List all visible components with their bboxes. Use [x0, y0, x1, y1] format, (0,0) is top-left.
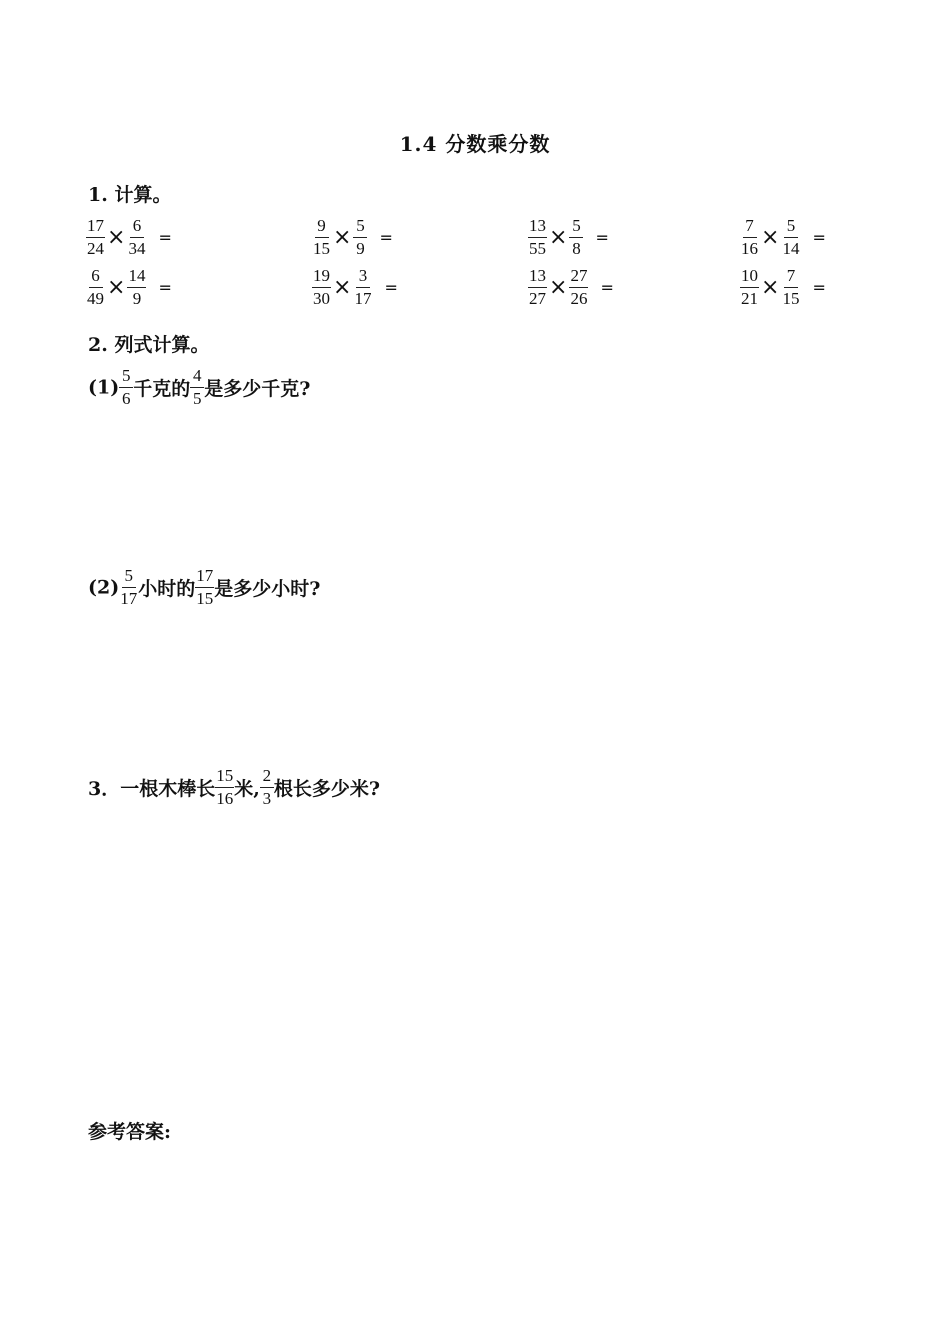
- numerator: 5: [569, 216, 583, 238]
- numerator: 5: [353, 216, 367, 238]
- fraction: [86, 216, 105, 259]
- numerator: 9: [315, 216, 329, 238]
- numerator: 7: [743, 216, 757, 238]
- calc-expression: [528, 266, 614, 309]
- numerator: 3: [356, 266, 370, 288]
- fraction: [569, 266, 588, 309]
- fraction: [312, 266, 331, 309]
- denominator: 16: [216, 789, 234, 808]
- denominator: 8: [572, 239, 581, 258]
- denominator: 15: [313, 239, 330, 258]
- question-text: 是多少千克?: [204, 378, 311, 400]
- times-sign: ×: [549, 275, 568, 300]
- denominator: 17: [120, 589, 138, 608]
- equals-sign: =: [158, 228, 172, 247]
- calc-expression: [86, 216, 172, 259]
- question-text: 是多少小时?: [214, 578, 321, 600]
- denominator: 24: [87, 239, 104, 258]
- equals-sign: =: [812, 278, 826, 297]
- denominator: 14: [782, 239, 800, 258]
- times-sign: ×: [761, 275, 780, 300]
- fraction: [260, 766, 274, 809]
- question-text: 3．一根木棒长: [88, 778, 216, 800]
- equals-sign: =: [158, 278, 172, 297]
- fraction: [119, 366, 133, 409]
- times-sign: ×: [333, 275, 352, 300]
- answers-heading: 参考答案:: [88, 1121, 172, 1143]
- numerator: 13: [528, 266, 547, 288]
- denominator: 15: [782, 289, 800, 308]
- numerator: 15: [215, 766, 234, 788]
- numerator: 14: [127, 266, 146, 288]
- times-sign: ×: [761, 225, 780, 250]
- fraction: [569, 216, 583, 259]
- times-sign: ×: [549, 225, 568, 250]
- denominator: 9: [132, 289, 142, 308]
- calc-expression: [740, 216, 826, 259]
- fraction: [127, 266, 146, 309]
- denominator: 26: [570, 289, 588, 308]
- page-title: 1.4 分数乘分数: [399, 132, 551, 156]
- numerator: 6: [89, 266, 103, 288]
- fraction: [119, 566, 138, 609]
- calc-expression: [528, 216, 609, 259]
- fraction: [86, 266, 105, 309]
- calc-expression: [312, 266, 398, 309]
- numerator: 19: [312, 266, 331, 288]
- denominator: 49: [87, 289, 104, 308]
- numerator: 5: [122, 566, 136, 588]
- numerator: 4: [190, 366, 204, 388]
- fraction: [781, 266, 800, 309]
- denominator: 17: [354, 289, 372, 308]
- numerator: 17: [195, 566, 214, 588]
- equals-sign: =: [384, 278, 398, 297]
- denominator: 55: [529, 239, 546, 258]
- times-sign: ×: [107, 225, 126, 250]
- equals-sign: =: [812, 228, 826, 247]
- denominator: 9: [356, 239, 365, 258]
- denominator: 5: [192, 389, 202, 408]
- question-2-2: [88, 566, 320, 609]
- question-text: 根长多少米?: [273, 778, 380, 800]
- denominator: 16: [741, 239, 758, 258]
- numerator: 2: [260, 766, 274, 788]
- fraction: [740, 216, 759, 259]
- equals-sign: =: [595, 228, 609, 247]
- fraction: [353, 266, 372, 309]
- denominator: 34: [128, 239, 146, 258]
- fraction: [740, 266, 759, 309]
- question-3: [88, 766, 380, 809]
- denominator: 6: [121, 389, 131, 408]
- numerator: 10: [740, 266, 759, 288]
- numerator: 13: [528, 216, 547, 238]
- numerator: 6: [130, 216, 144, 238]
- numerator: 17: [86, 216, 105, 238]
- denominator: 15: [196, 589, 214, 608]
- denominator: 30: [313, 289, 330, 308]
- denominator: 27: [529, 289, 546, 308]
- fraction: [127, 216, 146, 259]
- fraction: [781, 216, 800, 259]
- section1-heading: 1. 计算。: [88, 184, 172, 206]
- calc-expression: [740, 266, 826, 309]
- question-text: 千克的: [133, 378, 191, 400]
- times-sign: ×: [333, 225, 352, 250]
- denominator: 21: [741, 289, 758, 308]
- numerator: 5: [784, 216, 798, 238]
- calc-expression: [312, 216, 393, 259]
- denominator: 3: [262, 789, 272, 808]
- fraction: [528, 216, 547, 259]
- fraction: [528, 266, 547, 309]
- calc-expression: [86, 266, 172, 309]
- fraction: [215, 766, 234, 809]
- question-text: 米,: [234, 778, 260, 800]
- question-prefix: (2): [88, 576, 120, 599]
- numerator: 5: [119, 366, 133, 388]
- fraction: [353, 216, 367, 259]
- fraction: [312, 216, 331, 259]
- equals-sign: =: [600, 278, 614, 297]
- question-prefix: (1): [88, 376, 120, 399]
- fraction: [190, 366, 204, 409]
- question-2-1: [88, 366, 310, 409]
- equals-sign: =: [379, 228, 393, 247]
- numerator: 27: [569, 266, 588, 288]
- times-sign: ×: [107, 275, 126, 300]
- section2-heading: 2. 列式计算。: [88, 334, 210, 356]
- question-text: 小时的: [138, 578, 196, 600]
- fraction: [195, 566, 214, 609]
- numerator: 7: [784, 266, 798, 288]
